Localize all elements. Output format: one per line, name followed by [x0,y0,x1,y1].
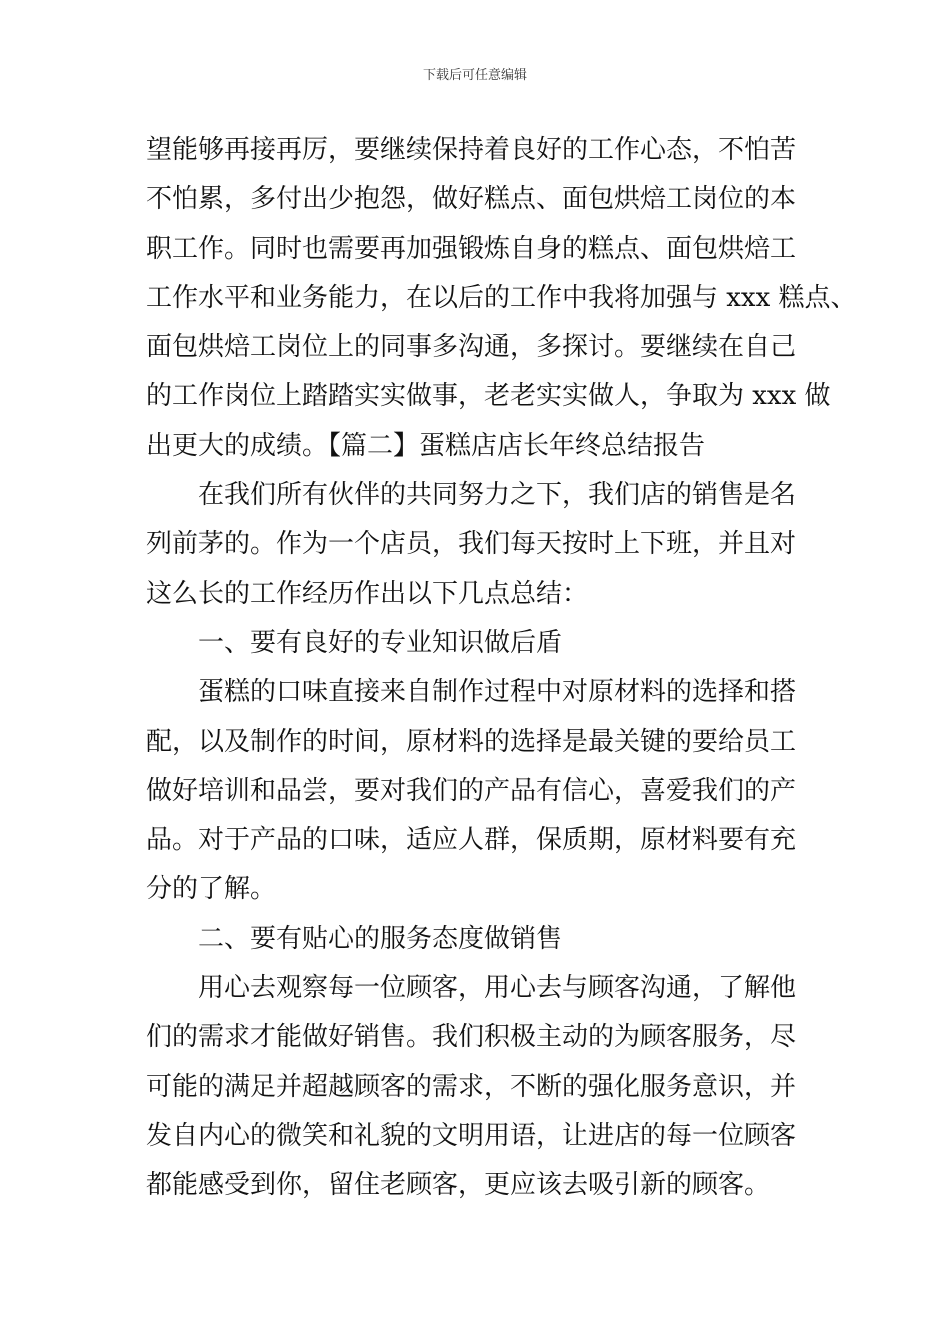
text-line: 不怕累，多付出少抱怨，做好糕点、面包烘焙工岗位的本 [146,184,797,215]
text-line: 发自内心的微笑和礼貌的文明用语，让进店的每一位顾客 [146,1120,797,1151]
text-line: 蛋糕的口味直接来自制作过程中对原材料的选择和搭 [198,677,797,708]
text-line: 一、要有良好的专业知识做后盾 [198,627,563,658]
text-line: 们的需求才能做好销售。我们积极主动的为顾客服务，尽 [146,1022,797,1053]
text-line: 做好培训和品尝，要对我们的产品有信心，喜爱我们的产 [146,775,797,806]
text-line: 面包烘焙工岗位上的同事多沟通，多探讨。要继续在自己 [146,332,797,363]
text-line: 配，以及制作的时间，原材料的选择是最关键的要给员工 [146,726,797,757]
text-line: 列前茅的。作为一个店员，我们每天按时上下班，并且对 [146,529,797,560]
text-line: 二、要有贴心的服务态度做销售 [198,923,563,954]
text-line: 职工作。同时也需要再加强锻炼自身的糕点、面包烘焙工 [146,233,797,264]
text-line: 在我们所有伙伴的共同努力之下，我们店的销售是名 [198,480,797,511]
text-line: 品。对于产品的口味，适应人群，保质期，原材料要有充 [146,825,797,856]
document-body [146,126,857,1211]
text-line: 望能够再接再厉，要继续保持着良好的工作心态，不怕苦 [146,135,797,165]
text-line: 的工作岗位上踏踏实实做事，老老实实做人，争取为 xxx 做 [146,381,831,412]
text-line: 分的了解。 [146,874,277,905]
page-header: 下载后可任意编辑 [422,68,527,83]
text-line: 出更大的成绩。【篇二】蛋糕店店长年终总结报告 [146,430,706,461]
text-line: 工作水平和业务能力，在以后的工作中我将加强与 xxx 糕点、 [146,282,857,313]
text-line: 都能感受到你，留住老顾客，更应该去吸引新的顾客。 [146,1170,771,1201]
text-line: 可能的满足并超越顾客的需求，不断的强化服务意识，并 [146,1071,797,1102]
text-line: 用心去观察每一位顾客，用心去与顾客沟通，了解他 [198,973,797,1004]
text-line: 这么长的工作经历作出以下几点总结： [146,578,589,609]
